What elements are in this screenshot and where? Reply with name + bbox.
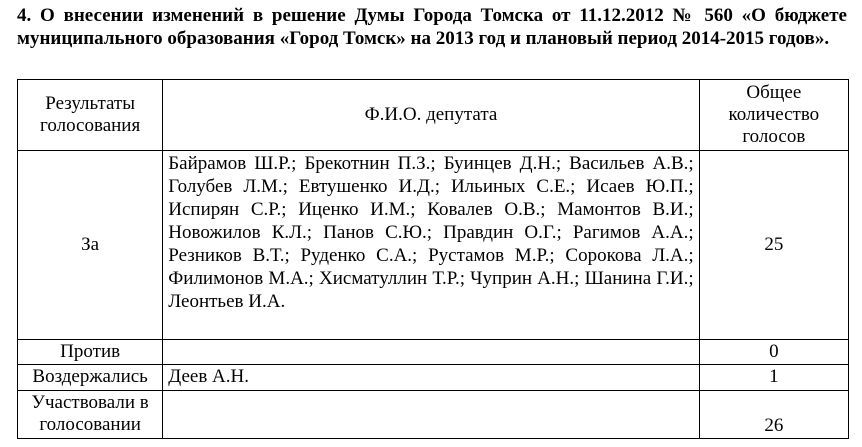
table-row-vozderzhalis bbox=[18, 365, 849, 390]
result-label: Против bbox=[18, 340, 163, 365]
table-row-uchastvovali bbox=[18, 390, 849, 438]
deputies-list bbox=[163, 390, 699, 438]
voting-results-table bbox=[17, 79, 849, 439]
deputies-list: Деев А.Н. bbox=[163, 365, 699, 390]
deputies-list: Байрамов Ш.Р.; Брекотнин П.З.; Буинцев Д.Н.; Васильев А.В.; Голубев Л.М.; Евтушенко И.Д.; Ильиных С.Е.; Исаев Ю.П.; Испирян С.Р.; Иценко И.М.; Ковалев О.В.; Мамонтов В.И.; Новожилов К.Л.; Панов С.Ю.; Правдин О.Г.; Рагимов А.А.; Резников В.Т.; Руденко С.А.; Рустамов М.Р.; Сорокова Л.А.; Филимонов М.А.; Хисматуллин Т.Р.; Чуприн А.Н.; Шанина Г.И.; Леонтьев И.А. bbox=[163, 150, 699, 340]
resolution-heading: 4. О внесении изменений в решение Думы Города Томска от 11.12.2012 № 560 «О бюджете муниципального образования «Город Томск» на 2013 год и плановый период 2014-2015 годов». bbox=[17, 5, 847, 49]
header-total: Общее количество голосов bbox=[699, 80, 848, 151]
table-header-row bbox=[18, 80, 849, 151]
table-row-za bbox=[18, 150, 849, 340]
vote-count: 1 bbox=[699, 365, 848, 390]
header-deputy: Ф.И.О. депутата bbox=[163, 80, 699, 151]
result-label: Участвовали в голосовании bbox=[18, 390, 163, 438]
result-label: За bbox=[18, 150, 163, 340]
header-results: Результаты голосования bbox=[18, 80, 163, 151]
vote-count: 25 bbox=[699, 150, 848, 340]
vote-count: 0 bbox=[699, 340, 848, 365]
deputies-list bbox=[163, 340, 699, 365]
result-label: Воздержались bbox=[18, 365, 163, 390]
vote-count: 26 bbox=[699, 390, 848, 438]
table-row-protiv bbox=[18, 340, 849, 365]
